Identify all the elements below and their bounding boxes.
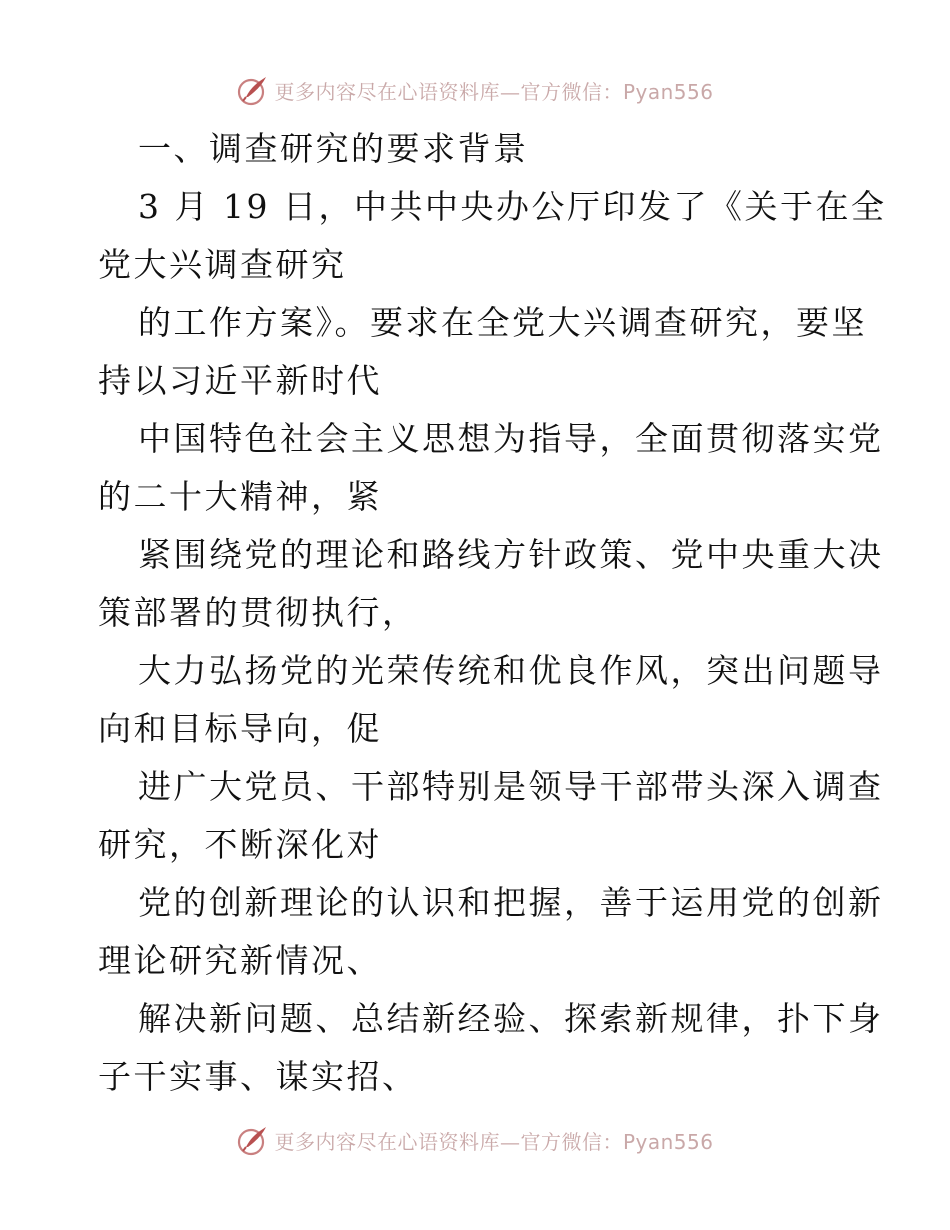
text-line: 的二十大精神，紧	[98, 477, 382, 516]
text-line: 党大兴调查研究	[98, 245, 347, 284]
text-line: 研究，不断深化对	[98, 825, 382, 864]
text-line: 党的创新理论的认识和把握，善于运用党的创新	[138, 883, 884, 922]
quill-pen-icon	[236, 73, 270, 107]
watermark-text	[274, 76, 713, 105]
watermark-tail: 官方微信：Pyan556	[520, 1129, 714, 1154]
text-line: 向和目标导向，促	[98, 709, 382, 748]
watermark-main: 更多内容尽在心语资料库	[274, 79, 500, 104]
text-line: 持以习近平新时代	[98, 361, 382, 400]
footer-watermark	[0, 1118, 950, 1162]
watermark-text	[274, 1126, 713, 1155]
quill-pen-icon	[236, 1123, 270, 1157]
text-line: 解决新问题、总结新经验、探索新规律，扑下身	[138, 999, 884, 1038]
text-line: 中国特色社会主义思想为指导，全面贯彻落实党	[138, 419, 884, 458]
section-heading: 一、调查研究的要求背景	[138, 129, 529, 168]
text-line: 进广大党员、干部特别是领导干部带头深入调查	[138, 767, 884, 806]
text-line: 的工作方案》。要求在全党大兴调查研究，要坚	[138, 303, 867, 342]
watermark-separator: —	[499, 79, 521, 104]
text-line: 子干实事、谋实招、	[98, 1057, 418, 1096]
watermark-main: 更多内容尽在心语资料库	[274, 1129, 500, 1154]
watermark-tail: 官方微信：Pyan556	[520, 79, 714, 104]
header-watermark	[0, 68, 950, 112]
watermark-separator: —	[499, 1129, 521, 1154]
text-line: 策部署的贯彻执行，	[98, 593, 418, 632]
text-line: 大力弘扬党的光荣传统和优良作风，突出问题导	[138, 651, 884, 690]
text-line: 3 月 19 日，中共中央办公厅印发了《关于在全	[138, 187, 887, 226]
document-body	[98, 120, 887, 1106]
text-line: 紧围绕党的理论和路线方针政策、党中央重大决	[138, 535, 884, 574]
text-line: 理论研究新情况、	[98, 941, 382, 980]
